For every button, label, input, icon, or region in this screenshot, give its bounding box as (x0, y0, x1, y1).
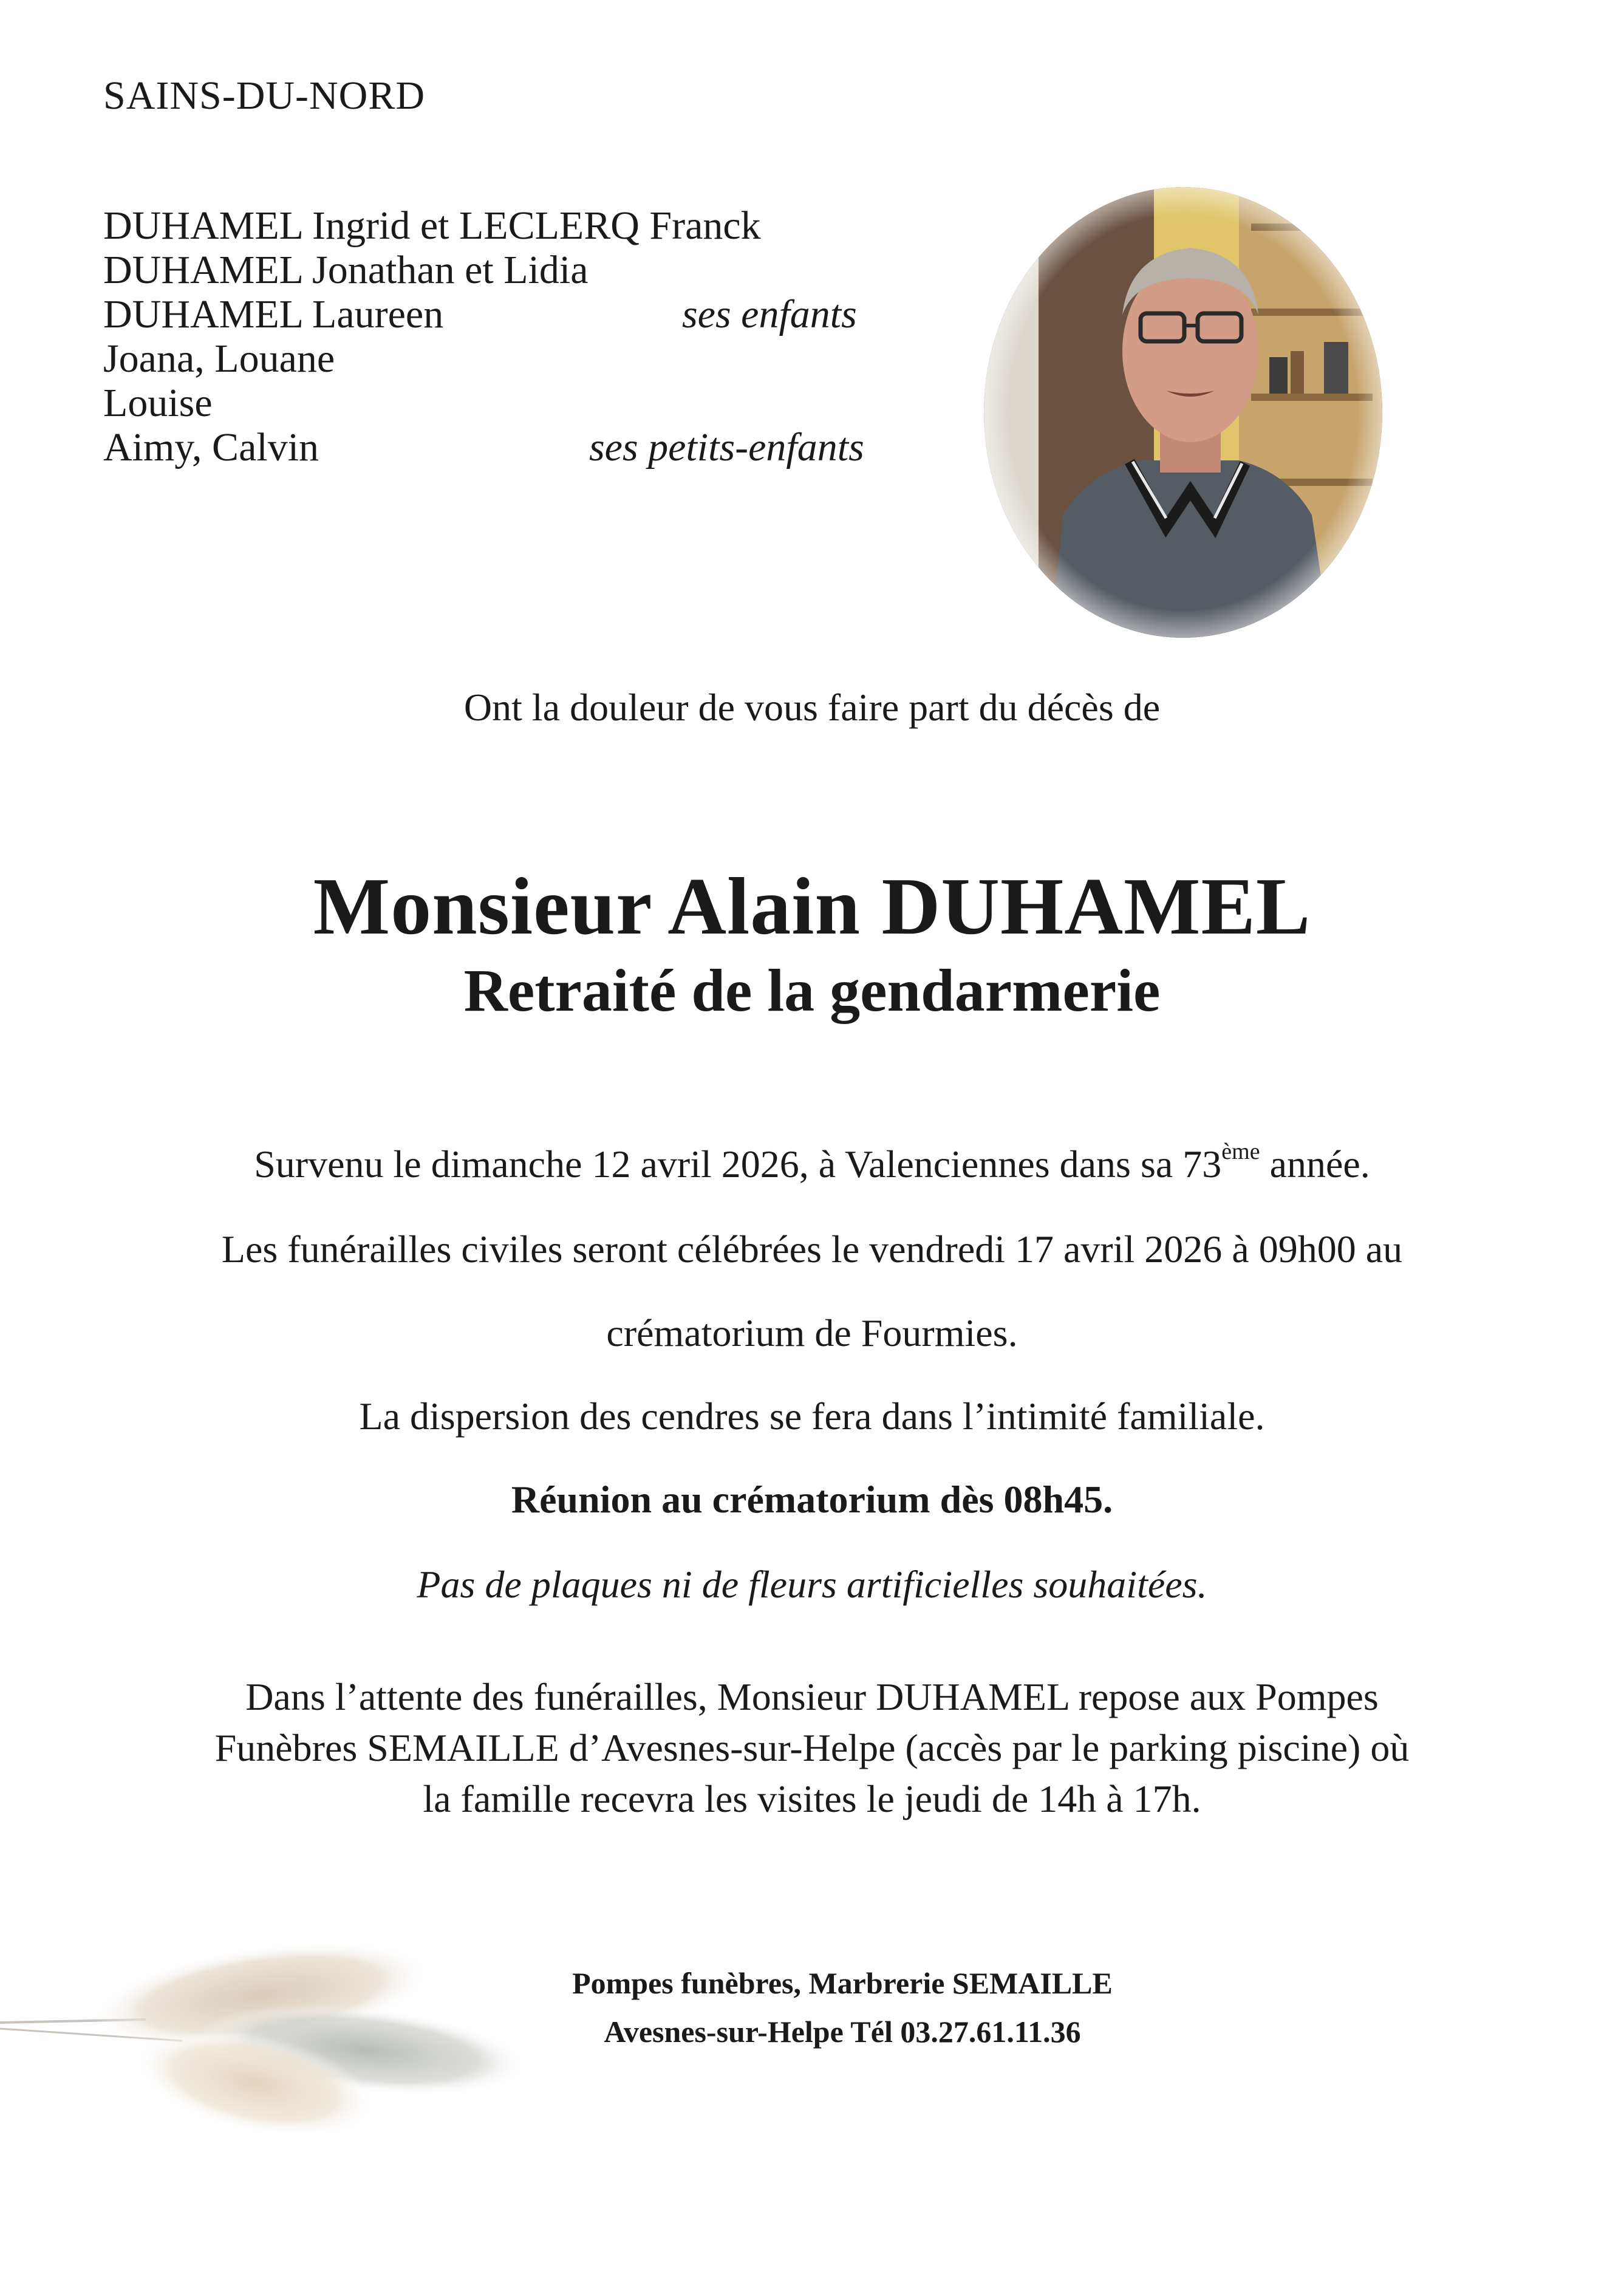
family-member-name: DUHAMEL Ingrid et LECLERQ Franck (103, 203, 761, 248)
family-role-label: ses enfants (682, 292, 857, 336)
family-member-name: Aimy, Calvin (103, 425, 319, 470)
family-row (103, 381, 911, 425)
family-member-name: DUHAMEL Laureen (103, 292, 444, 336)
family-member-name: Joana, Louane (103, 336, 335, 381)
family-row (103, 336, 911, 381)
visitation-line: Dans l’attente des funérailles, Monsieur DUHAMEL repose aux Pompes (245, 1675, 1379, 1718)
family-row (103, 203, 911, 248)
deceased-name: Monsieur Alain DUHAMEL (313, 861, 1311, 951)
flowers-notice: Pas de plaques ni de fleurs artificielles souhaitées. (417, 1563, 1207, 1606)
family-list (103, 203, 911, 470)
family-row (103, 248, 911, 292)
ashes-notice: La dispersion des cendres se fera dans l’intimité familiale. (359, 1395, 1265, 1438)
visitation-paragraph (0, 1672, 1624, 1825)
portrait-photo (984, 187, 1382, 638)
funeral-home-contact: Avesnes-sur-Helpe Tél 03.27.61.11.36 (604, 2015, 1081, 2049)
family-role-label: ses petits-enfants (589, 425, 864, 470)
funeral-details-line1: Les funérailles civiles seront célébrées le vendredi 17 avril 2026 à 09h00 au (221, 1228, 1403, 1271)
deceased-title: Retraité de la gendarmerie (463, 957, 1161, 1024)
death-details-text: Survenu le dimanche 12 avril 2026, à Valenciennes dans sa 73 (254, 1142, 1222, 1186)
family-member-name: Louise (103, 381, 213, 425)
funeral-home-name: Pompes funèbres, Marbrerie SEMAILLE (572, 1966, 1113, 2000)
funeral-details-line2: crématorium de Fourmies. (606, 1311, 1018, 1354)
death-details-end: année. (1260, 1142, 1370, 1186)
death-details (0, 1139, 1624, 1187)
meeting-notice: Réunion au crématorium dès 08h45. (511, 1478, 1113, 1521)
visitation-line: Funèbres SEMAILLE d’Avesnes-sur-Helpe (accès par le parking piscine) où (214, 1726, 1410, 1769)
announcement-intro: Ont la douleur de vous faire part du décès de (463, 686, 1161, 729)
ordinal-suffix: ème (1221, 1139, 1260, 1164)
family-row (103, 292, 911, 336)
portrait-vignette (984, 187, 1382, 638)
visitation-line: la famille recevra les visites le jeudi de 14h à 17h. (423, 1777, 1201, 1820)
family-member-name: DUHAMEL Jonathan et Lidia (103, 248, 589, 292)
town-name: SAINS-DU-NORD (103, 73, 426, 118)
funeral-home-info (30, 1959, 1624, 2056)
family-row (103, 425, 911, 470)
